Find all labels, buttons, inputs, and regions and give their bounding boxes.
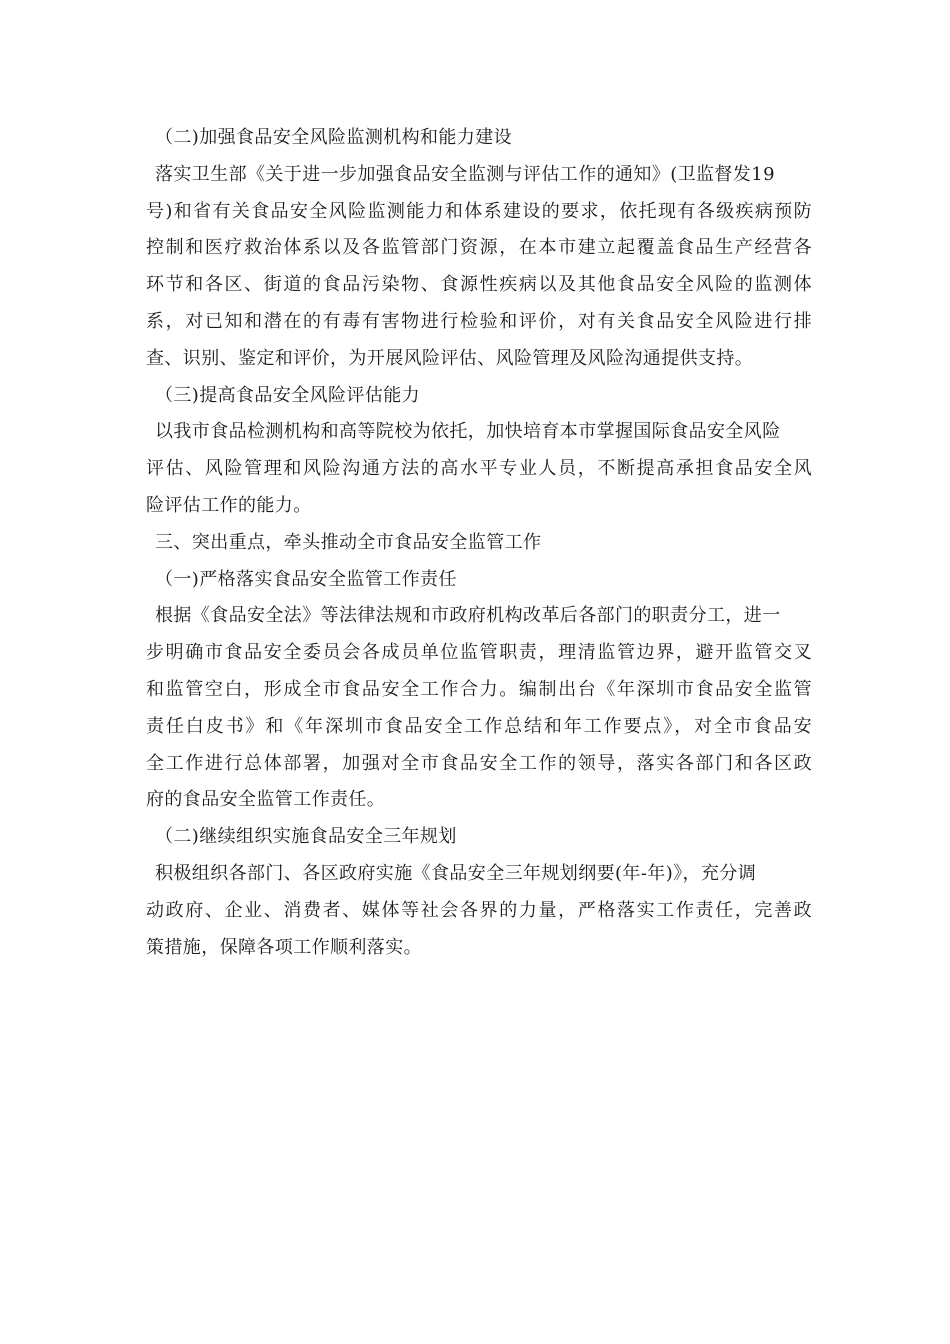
paragraph-line: 府的食品安全监管工作责任。 bbox=[146, 789, 386, 811]
paragraph-line: 以我市食品检测机构和高等院校为依托，加快培育本市掌握国际食品安全风险 bbox=[155, 421, 781, 443]
paragraph-line: 动政府、企业、消费者、媒体等社会各界的力量，严格落实工作责任，完善政 bbox=[146, 899, 812, 921]
paragraph-line: 号)和省有关食品安全风险监测能力和体系建设的要求，依托现有各级疾病预防 bbox=[146, 200, 812, 222]
paragraph-line: 步明确市食品安全委员会各成员单位监管职责，理清监管边界，避开监管交叉 bbox=[146, 642, 812, 664]
paragraph-line: 评估、风险管理和风险沟通方法的高水平专业人员，不断提高承担食品安全风 bbox=[146, 458, 812, 480]
heading-2-three-year-plan: （二)继续组织实施食品安全三年规划 bbox=[155, 826, 457, 848]
heading-2-monitoring: （二)加强食品安全风险监测机构和能力建设 bbox=[155, 127, 513, 148]
paragraph-line: 查、识别、鉴定和评价，为开展风险评估、风险管理及风险沟通提供支持。 bbox=[146, 347, 754, 369]
heading-1-responsibility: （一)严格落实食品安全监管工作责任 bbox=[155, 568, 457, 590]
paragraph-line: 根据《食品安全法》等法律法规和市政府机构改革后各部门的职责分工，进一 bbox=[155, 605, 781, 627]
paragraph-line: 系，对已知和潜在的有毒有害物进行检验和评价，对有关食品安全风险进行排 bbox=[146, 310, 812, 332]
paragraph-line: 环节和各区、街道的食品污染物、食源性疾病以及其他食品安全风险的监测体 bbox=[146, 274, 812, 296]
section-heading-3: 三、突出重点，牵头推动全市食品安全监管工作 bbox=[155, 531, 542, 553]
paragraph-line: 落实卫生部《关于进一步加强食品安全监测与评估工作的通知》(卫监督发19 bbox=[155, 163, 775, 185]
paragraph-line: 和监管空白，形成全市食品安全工作合力。编制出台《年深圳市食品安全监管 bbox=[146, 678, 812, 700]
heading-3-assessment: （三)提高食品安全风险评估能力 bbox=[155, 384, 421, 406]
paragraph-line: 策措施，保障各项工作顺利落实。 bbox=[146, 936, 422, 958]
paragraph-line: 控制和医疗救治体系以及各监管部门资源，在本市建立起覆盖食品生产经营各 bbox=[146, 237, 812, 259]
paragraph-line: 责任白皮书》和《年深圳市食品安全工作总结和年工作要点》，对全市食品安 bbox=[146, 715, 812, 737]
paragraph-line: 险评估工作的能力。 bbox=[146, 494, 312, 516]
paragraph-line: 积极组织各部门、各区政府实施《食品安全三年规划纲要(年-年)》，充分调 bbox=[155, 862, 757, 884]
paragraph-line: 全工作进行总体部署，加强对全市食品安全工作的领导，落实各部门和各区政 bbox=[146, 752, 812, 774]
document-body bbox=[146, 120, 812, 966]
